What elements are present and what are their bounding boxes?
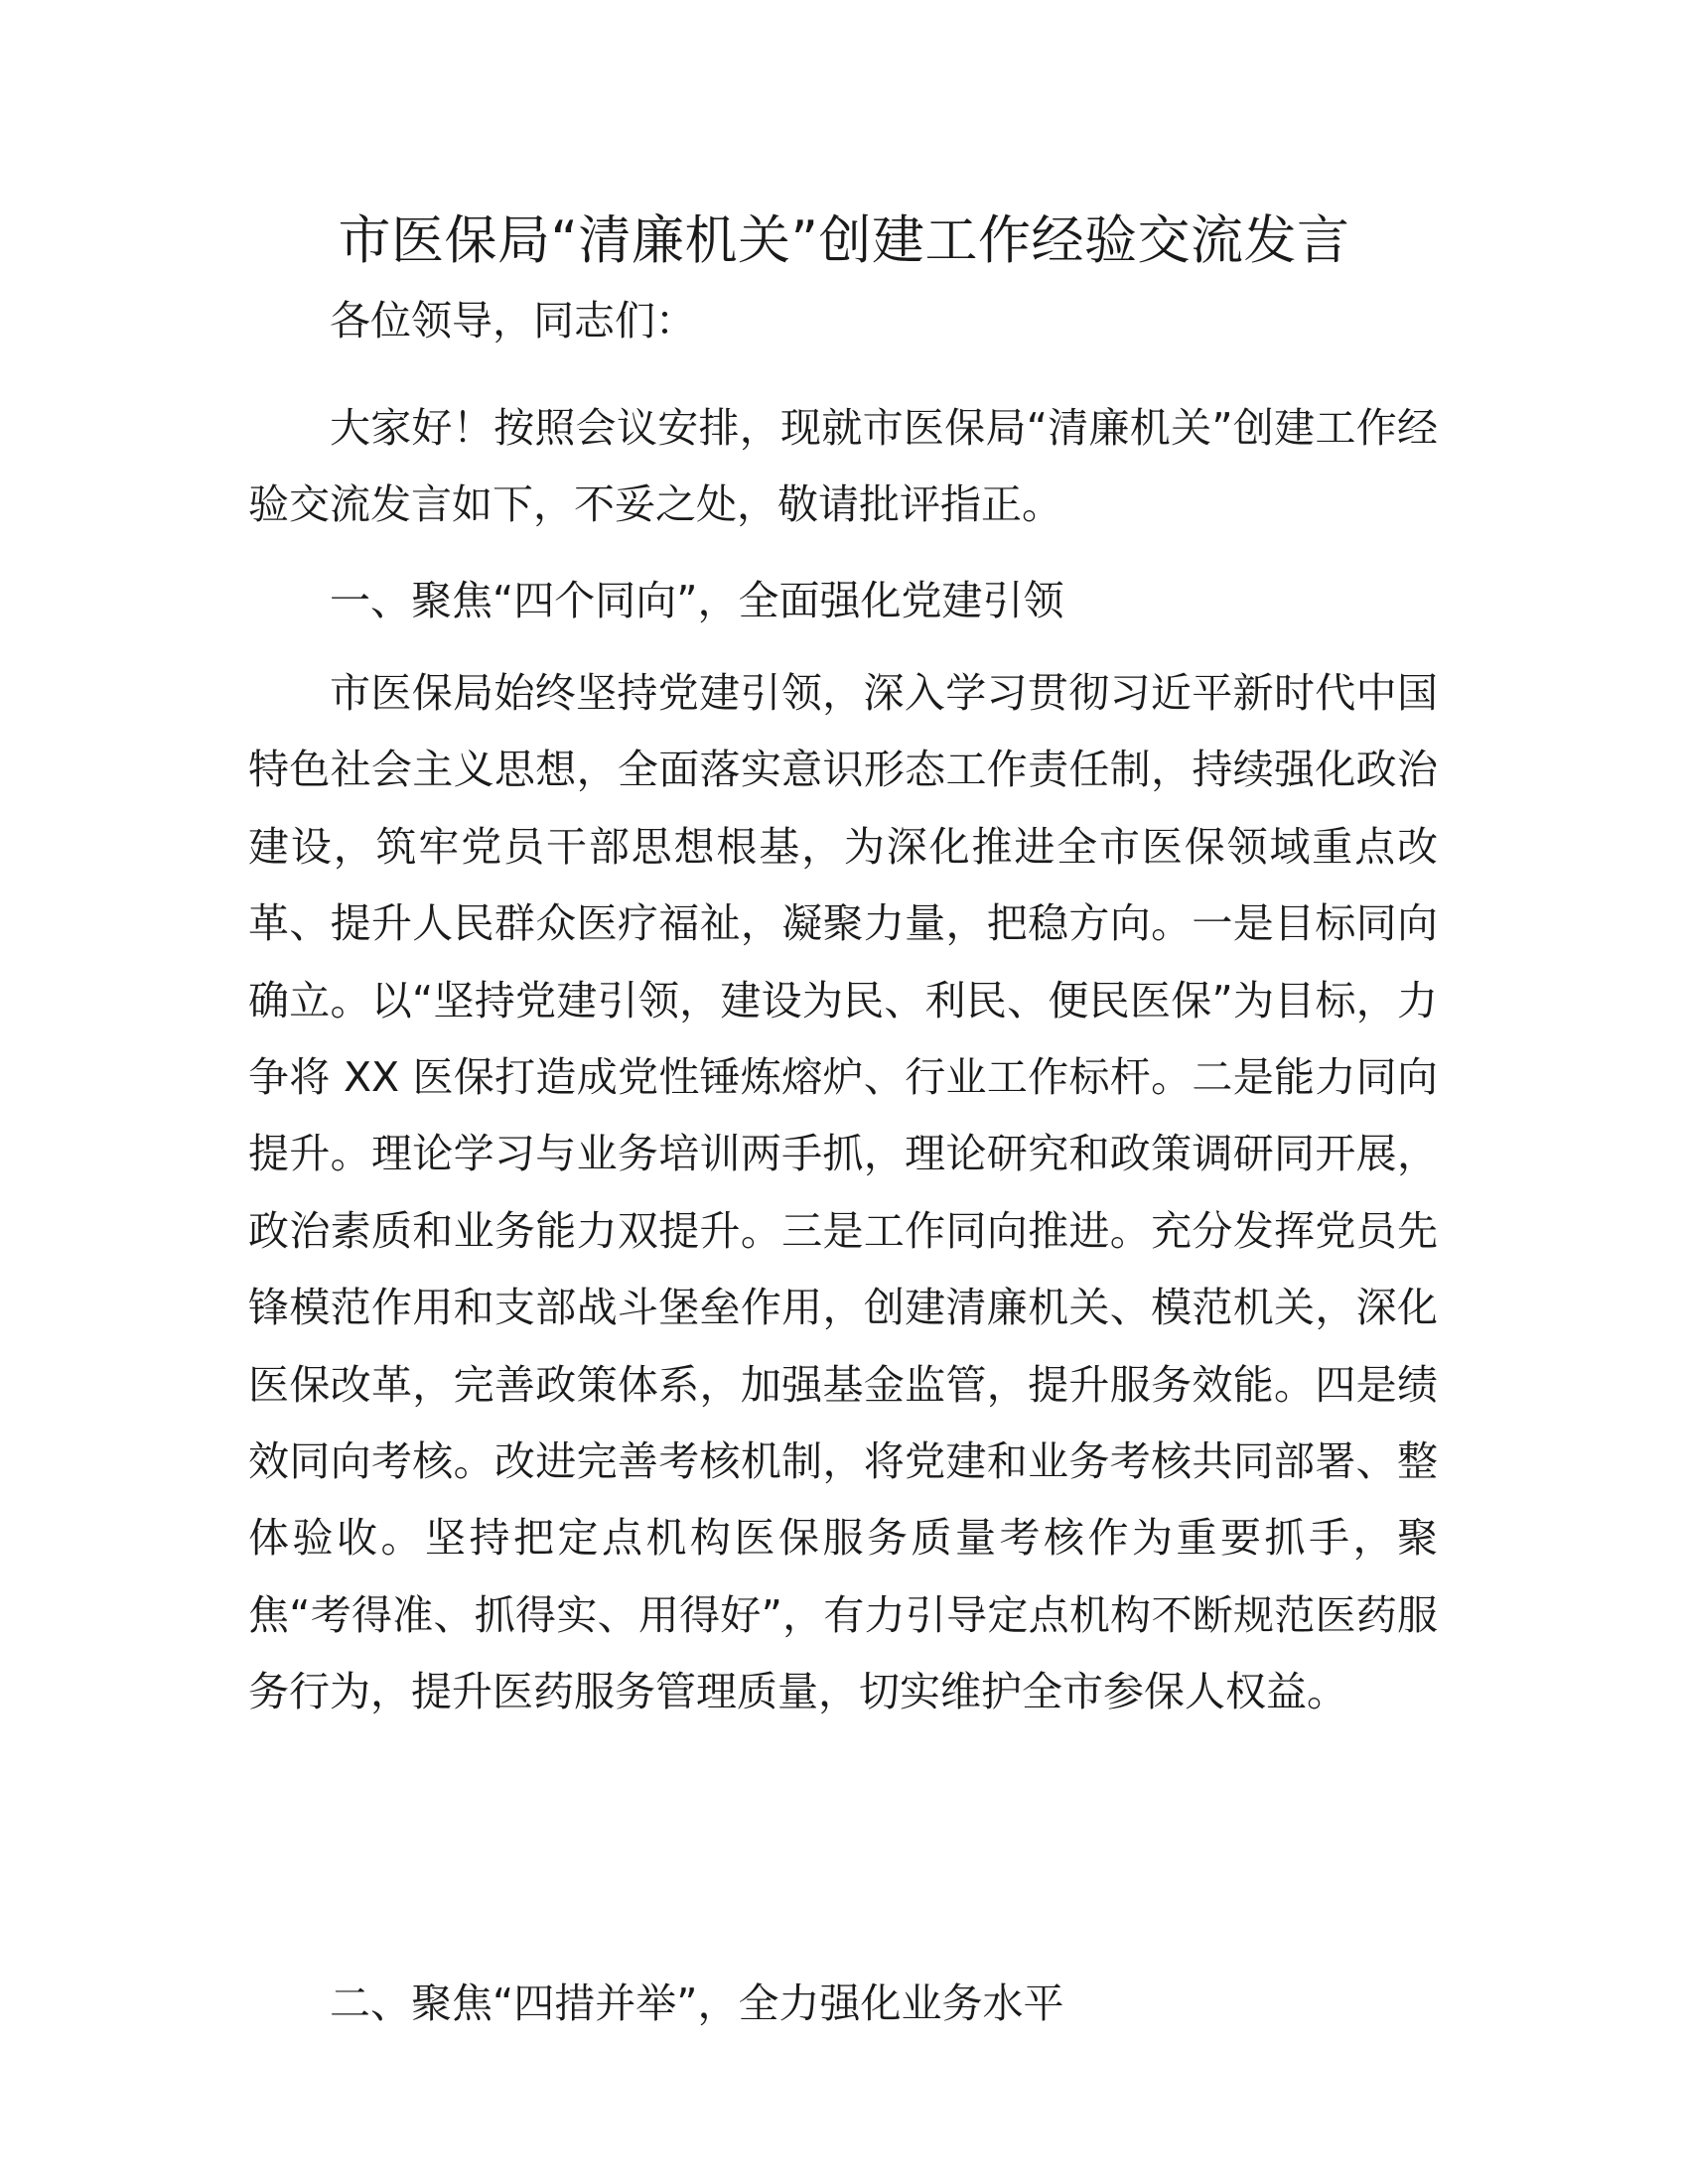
document-title: 市医保局“清廉机关”创建工作经验交流发言	[338, 210, 1350, 271]
opening-paragraph: 大家好！按照会议安排，现就市医保局“清廉机关”创建工作经验交流发言如下，不妥之处，敬请批评指正。	[248, 404, 1438, 529]
section-1-heading: 一、聚焦“四个同向”，全面强化党建引领	[330, 577, 1064, 624]
section-1-body: 市医保局始终坚持党建引领，深入学习贯彻习近平新时代中国特色社会主义思想，全面落实意识形态工作责任制，持续强化政治建设，筑牢党员干部思想根基，为深化推进全市医保领域重点改革、提升人民群众医疗福祉，凝聚力量，把稳方向。一是目标同向确立。以“坚持党建引领，建设为民、利民、便民医保”为目标，力争将 XX 医保打造成党性锤炼熔炉、行业工作标杆。二是能力同向提升。理论学习与业务培训两手抓，理论研究和政策调研同开展，政治素质和业务能力双提升。三是工作同向推进。充分发挥党员先锋模范作用和支部战斗堡垒作用，创建清廉机关、模范机关，深化医保改革，完善政策体系，加强基金监管，提升服务效能。四是绩效同向考核。改进完善考核机制，将党建和业务考核共同部署、整体验收。坚持把定点机构医保服务质量考核作为重要抓手，聚焦“考得准、抓得实、用得好”，有力引导定点机构不断规范医药服务行为，提升医药服务管理质量，切实维护全市参保人权益。	[248, 669, 1438, 1716]
section-2-heading: 二、聚焦“四措并举”，全力强化业务水平	[330, 1979, 1064, 2027]
salutation: 各位领导，同志们：	[330, 297, 696, 344]
